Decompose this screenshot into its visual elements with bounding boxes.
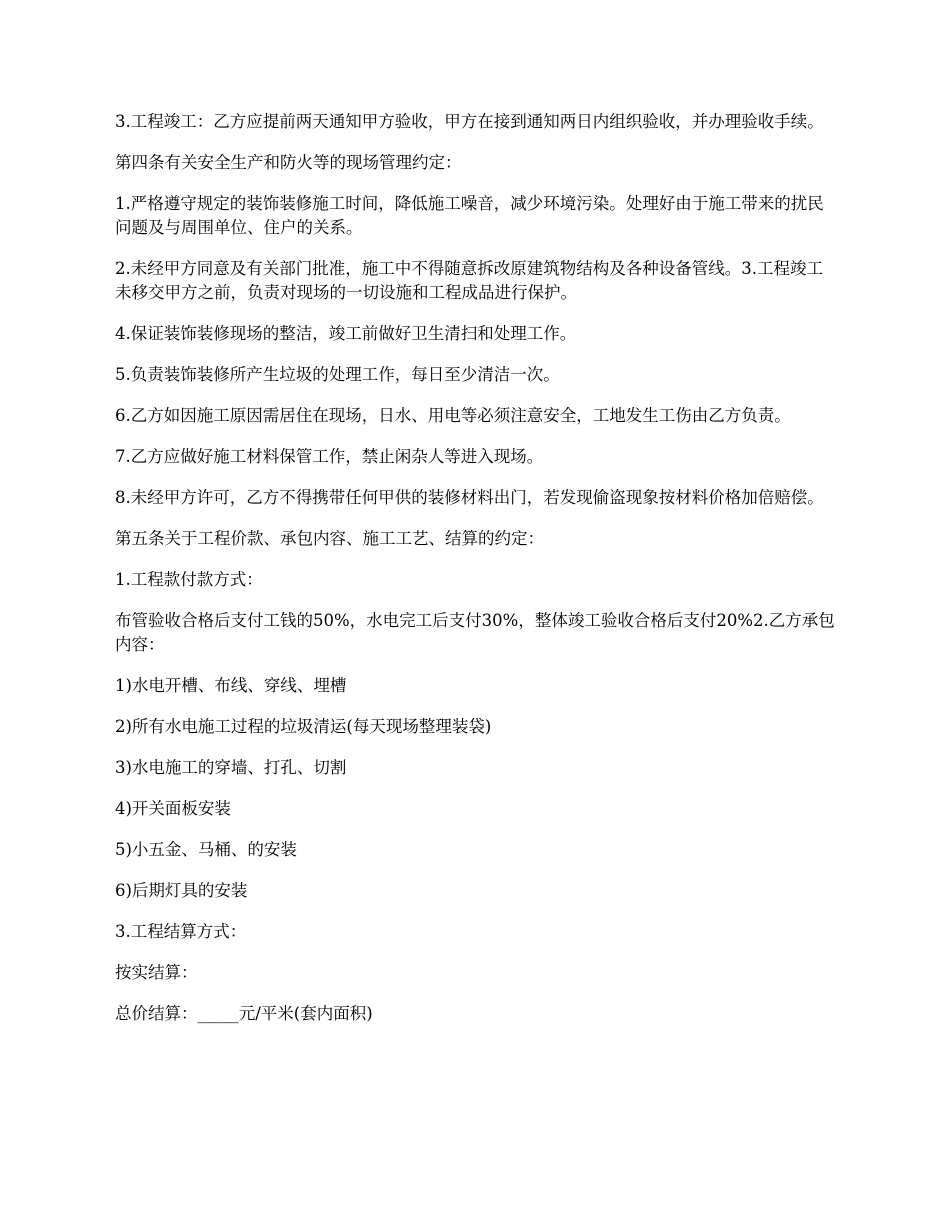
paragraph-payment-method: 1.工程款付款方式： (115, 570, 263, 589)
paragraph-item-8: 8.未经甲方许可，乙方不得携带任何甲供的装修材料出门，若发现偷盗现象按材料价格加倍赔偿。 (115, 488, 824, 507)
heading-article-4: 第四条有关安全生产和防火等的现场管理约定： (115, 153, 462, 172)
paragraph-item-2: 2.未经甲方同意及有关部门批准，施工中不得随意拆改原建筑物结构及各种设备管线。3.工程竣工未移交甲方之前，负责对现场的一切设施和工程成品进行保护。 (115, 259, 823, 302)
list-item-scope-4: 4)开关面板安装 (115, 799, 231, 818)
paragraph-completion: 3.工程竣工：乙方应提前两天通知甲方验收，甲方在接到通知两日内组织验收，并办理验收手续。 (115, 112, 824, 131)
paragraph-payment-terms: 布管验收合格后支付工钱的50%，水电完工后支付30%，整体竣工验收合格后支付20%2.乙方承包内容： (115, 611, 835, 654)
list-item-scope-3: 3)水电施工的穿墙、打孔、切割 (115, 758, 347, 777)
paragraph-item-7: 7.乙方应做好施工材料保管工作，禁止闲杂人等进入现场。 (115, 447, 544, 466)
list-item-scope-1: 1)水电开槽、布线、穿线、埋槽 (115, 676, 347, 695)
heading-article-5: 第五条关于工程价款、承包内容、施工工艺、结算的约定： (115, 529, 544, 548)
document-body (115, 110, 837, 1043)
paragraph-actual-settlement: 按实结算： (115, 963, 198, 982)
paragraph-total-price-settlement: 总价结算：_____元/平米(套内面积) (115, 1004, 373, 1023)
list-item-scope-5: 5)小五金、马桶、的安装 (115, 840, 297, 859)
paragraph-item-5: 5.负责装饰装修所产生垃圾的处理工作，每日至少清洁一次。 (115, 365, 560, 384)
list-item-scope-6: 6)后期灯具的安装 (115, 881, 248, 900)
paragraph-settlement-method: 3.工程结算方式： (115, 922, 247, 941)
list-item-scope-2: 2)所有水电施工过程的垃圾清运(每天现场整理装袋) (115, 717, 492, 736)
paragraph-item-6: 6.乙方如因施工原因需居住在现场，日水、用电等必须注意安全，工地发生工伤由乙方负责。 (115, 406, 791, 425)
paragraph-item-4: 4.保证装饰装修现场的整洁，竣工前做好卫生清扫和处理工作。 (115, 324, 577, 343)
paragraph-item-1: 1.严格遵守规定的装饰装修施工时间，降低施工噪音，减少环境污染。处理好由于施工带来的扰民问题及与周围单位、住户的关系。 (115, 194, 824, 237)
